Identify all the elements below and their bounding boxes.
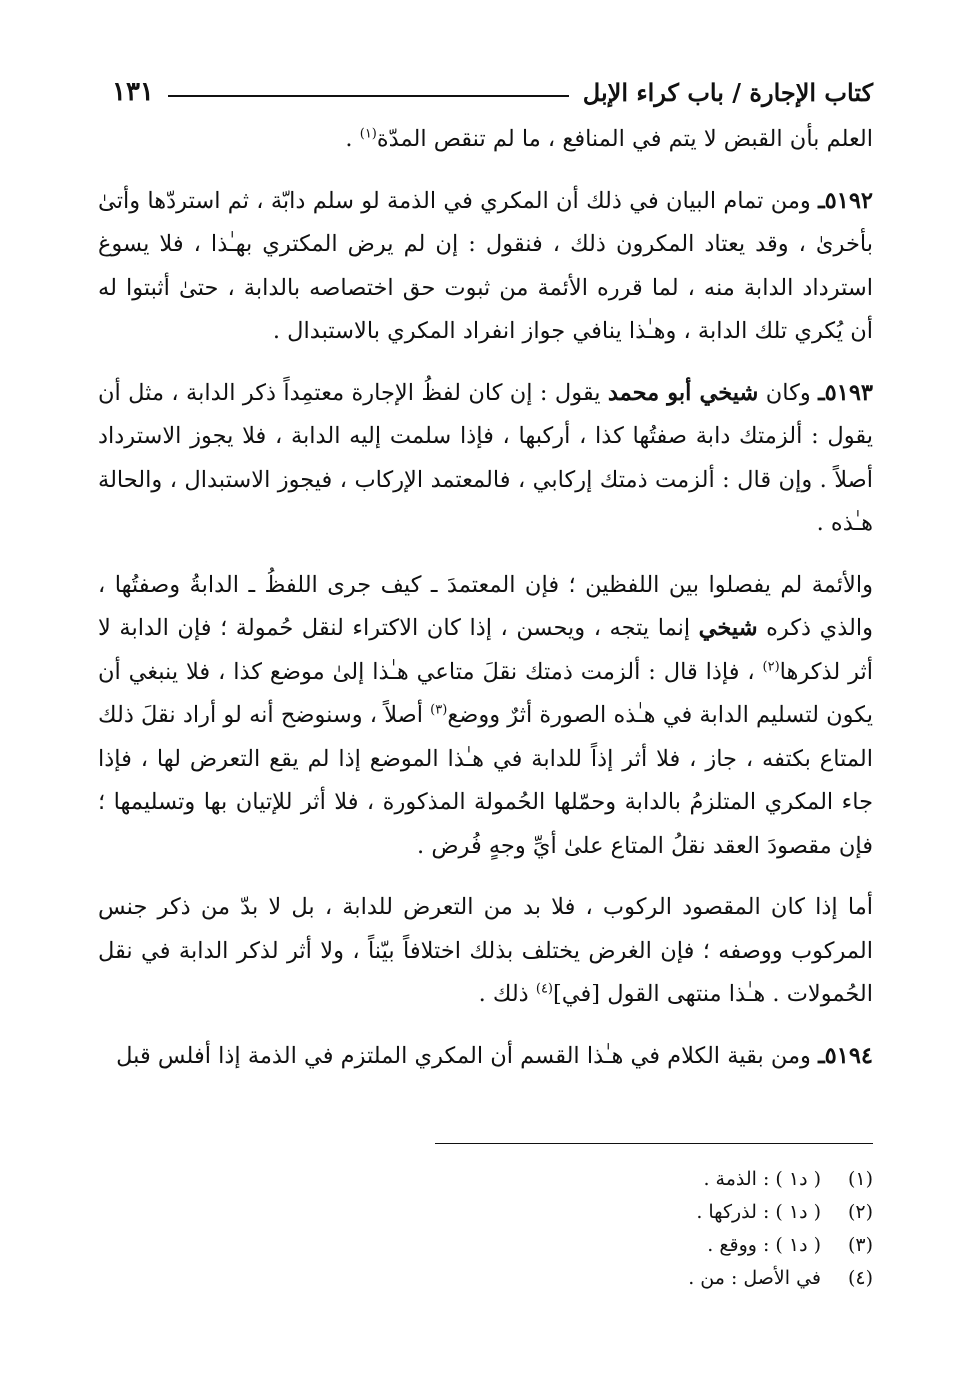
highlighted-name: شيخي أبو محمد [607, 379, 759, 406]
paragraph-text: ومن تمام البيان في ذلك أن المكري في الذمة لو سلم دابّة ، ثم استردّها وأتىٰ بأخرىٰ ، وقد يعتاد المكرون ذلك ، فنقول : إن لم يرض المكتري بهـٰذا ، فلا يسوغ استرداد الدابة منه ، لما قرره الأئمة من ثبوت حق اختصاصه بالدابة ، حتىٰ أثبتوا له أن يُكري تلك الدابة ، وهـٰذا ينافي جواز انفراد المكري بالاستبدال . [98, 187, 873, 344]
footnote-number: (٤) [847, 1267, 873, 1289]
paragraph-text: ، فإذا قال : ألزمت ذمتك نقلَ متاعي هـٰذا إلىٰ موضع كذا ، فلا ينبغي أن يكون لتسليم الدابة في هـٰذه الصورة أثرٌ ووضع [98, 658, 873, 728]
paragraph-text: إنما يتجه ، ويحسن ، إذا كان الاكتراء لنقل حُمولة ؛ فإن الدابة لا أثر لذكرها [98, 615, 874, 685]
footnote-ref: (٣) [430, 702, 448, 718]
footnote-number: (٢) [847, 1201, 873, 1223]
footnote-ref: (٤) [535, 981, 553, 997]
footnote-text: ( د١ ) : ووقع . [707, 1234, 821, 1256]
footnote-text: في الأصل : من . [688, 1267, 821, 1289]
footnote [433, 1229, 873, 1262]
footnote-text: ( د١ ) : لذركها . [696, 1201, 821, 1223]
footnote [433, 1163, 873, 1196]
paragraph-text: ومن بقية الكلام في هـٰذا القسم أن المكري الملتزم في الذمة إذا أفلس قبل [116, 1042, 819, 1069]
paragraph-text: والأئمة لم يفصلوا بين اللفظين ؛ فإن المعتمدَ ـ كيف جرى اللفظُ ـ الدابةُ وصفتُها ، والذي ذكره [98, 571, 873, 641]
paragraph-text: العلم بأن القبض لا يتم في المنافع ، ما لم تنقص المدّة [376, 126, 873, 152]
footnote [433, 1196, 873, 1229]
paragraph-text: وكان [758, 379, 819, 406]
paragraph-continuation [98, 118, 873, 162]
page-header [112, 72, 873, 112]
footnote-number: (١) [847, 1168, 873, 1190]
paragraph-5192 [98, 180, 873, 354]
paragraph-5193 [98, 372, 873, 546]
body-text [98, 118, 873, 1096]
highlighted-name: شيخي [698, 615, 758, 641]
footnote [433, 1262, 873, 1295]
paragraph-text: . [345, 126, 360, 152]
paragraph-text: يقول : إن كان لفظُ الإجارة معتمِداً ذكر الدابة ، مثل أن يقول : ألزمتك دابة صفتُها كذا ، أركبها ، فإذا سلمت إليه الدابة ، فلا يجوز الاسترداد أصلاً . وإن قال : ألزمت ذمتك إركابي ، فالمعتمد الإركاب ، فيجوز الاستبدال ، والحالة هـٰذه . [98, 379, 873, 536]
footnote-divider [435, 1143, 873, 1144]
paragraph-riding [98, 886, 873, 1017]
footnote-number: (٣) [847, 1234, 873, 1256]
paragraph-number: ٥١٩٣ـ [818, 379, 873, 406]
paragraph-number: ٥١٩٢ـ [818, 187, 873, 214]
paragraph-text: ذلك . [478, 981, 536, 1007]
footnote-text: ( د١ ) : الذمة . [703, 1168, 821, 1190]
header-rule [168, 95, 569, 97]
running-title: كتاب الإجارة / باب كراء الإبل [582, 77, 873, 107]
paragraph-text: أصلاً ، وسنوضح أنه لو أراد نقلَ ذلك المتاع بكتفه ، جاز ، فلا أثر إذاً للدابة في هـٰذا الموضع إذا لم يقع التعرض لها ، فإذا جاء المكري المتلزمُ بالدابة وحمّلها الحُمولة المذكورة ، فلا أثر للإتيان بها وتسليمها ؛ فإن مقصودَ العقد نقلُ المتاع علىٰ أيِّ وجهٍ فُرض . [98, 702, 873, 859]
page-number: ١٣١ [112, 77, 154, 107]
footnote-ref: (٢) [762, 659, 780, 674]
paragraph-5194 [98, 1035, 873, 1079]
paragraph-text: أما إذا كان المقصود الركوب ، فلا بد من التعرض للدابة ، بل لا بدّ من ذكر جنس المركوب ووصفه ؛ فإن الغرض يختلف بذلك اختلافاً بيّناً ، ولا أثر لذكر الدابة في نقل الحُمولات . هـٰذا منتهى القول [في] [98, 894, 873, 1007]
footnotes [433, 1163, 873, 1295]
paragraph-imams [98, 564, 873, 869]
paragraph-number: ٥١٩٤ـ [818, 1042, 873, 1069]
footnote-ref: (١) [359, 126, 377, 142]
